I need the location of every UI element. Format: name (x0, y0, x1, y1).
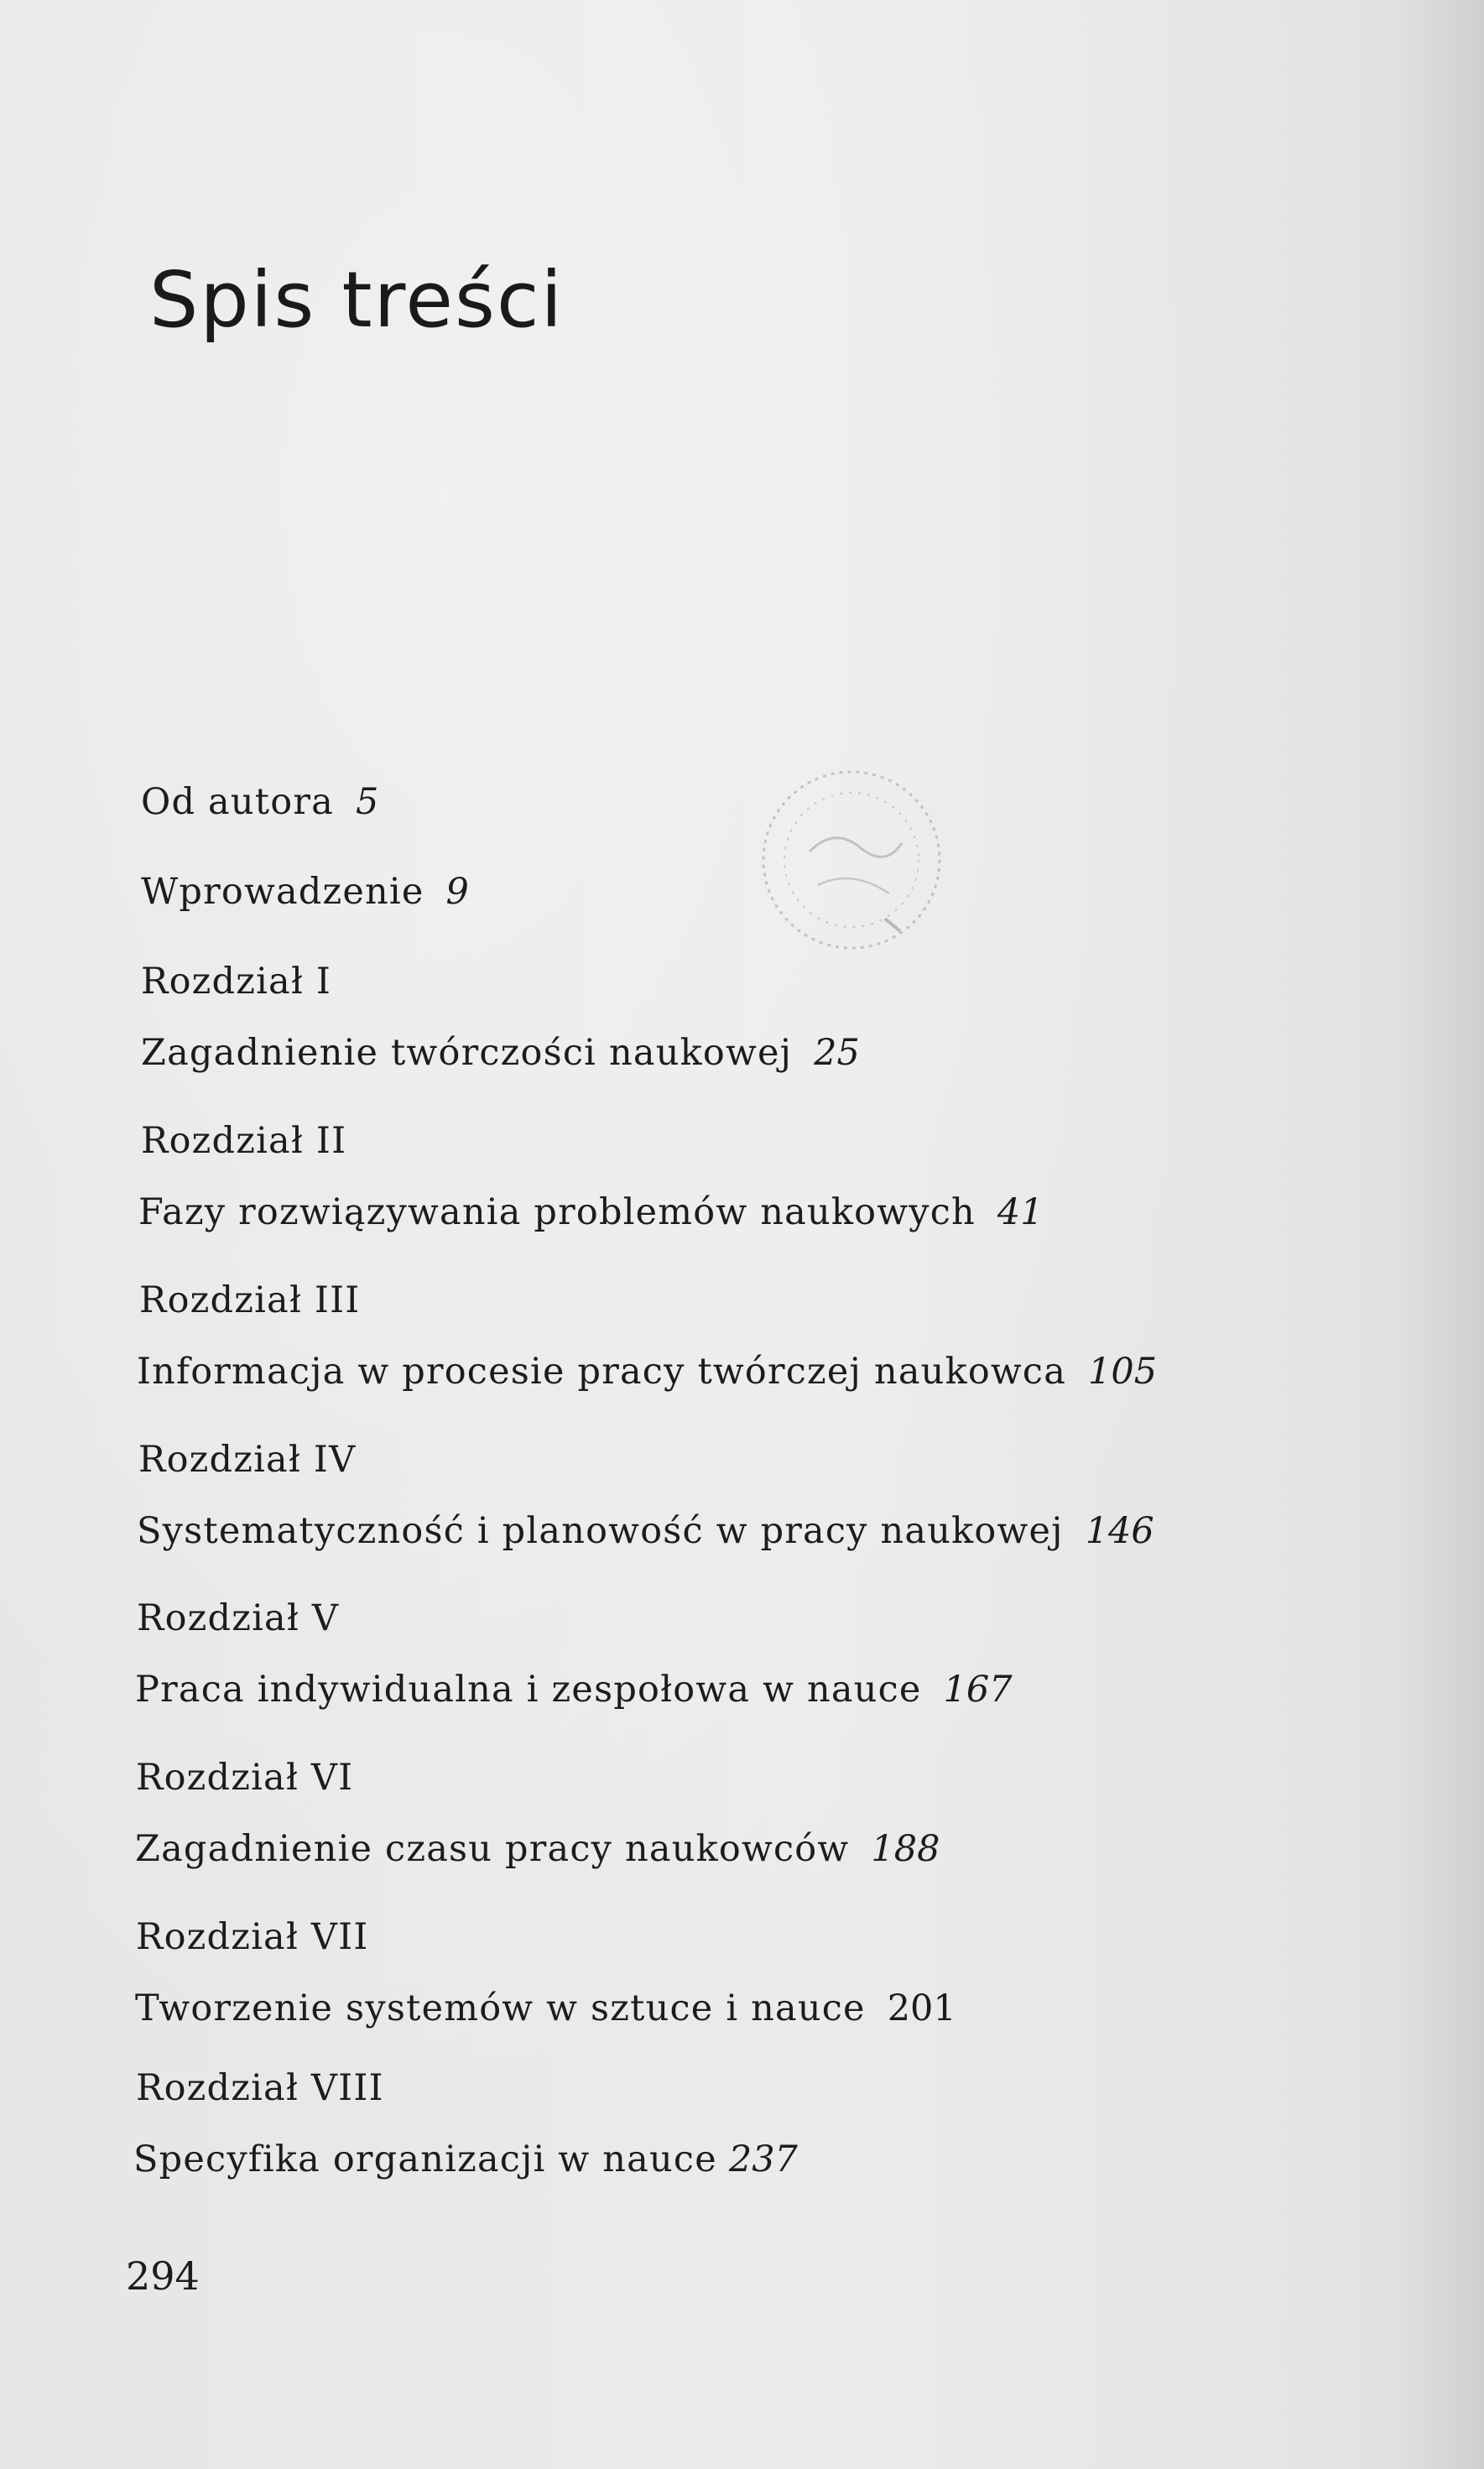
toc-entry-label: Wprowadzenie (141, 871, 424, 913)
chapter-label: Rozdział III (139, 1279, 361, 1321)
toc-entry-label: Systematyczność i planowość w pracy naukowej (137, 1510, 1064, 1552)
toc-chapter-heading (141, 961, 332, 1003)
toc-entry-chapter-2 (138, 1191, 1044, 1233)
toc-chapter-heading (136, 2067, 384, 2109)
toc-chapter-heading (137, 1597, 340, 1639)
toc-entry-page: 146 (1085, 1510, 1154, 1552)
toc-entry-chapter-4 (137, 1510, 1154, 1552)
toc-entry-page: 41 (997, 1191, 1044, 1233)
toc-entry-introduction (141, 871, 469, 913)
toc-entry-label: Zagadnienie czasu pracy naukowców (135, 1828, 850, 1870)
toc-entry-chapter-3 (137, 1351, 1158, 1393)
toc-entry-page: 9 (445, 871, 469, 913)
toc-entry-page: 188 (871, 1828, 940, 1870)
chapter-label: Rozdział IV (138, 1439, 357, 1481)
toc-entry-label: Od autora (141, 781, 334, 823)
toc-chapter-heading (138, 1439, 357, 1481)
toc-entry-page: 105 (1088, 1351, 1158, 1393)
toc-entry-preface (141, 781, 379, 823)
toc-entry-label: Specyfika organizacji w nauce (133, 2138, 717, 2180)
chapter-label: Rozdział VI (136, 1757, 354, 1799)
toc-entry-chapter-8 (133, 2138, 798, 2180)
toc-entry-label: Fazy rozwiązywania problemów naukowych (138, 1191, 976, 1233)
toc-entry-chapter-6 (135, 1828, 940, 1870)
chapter-label: Rozdział VII (136, 1916, 369, 1958)
chapter-label: Rozdział V (137, 1597, 340, 1639)
page-number: 294 (126, 2253, 200, 2299)
toc-chapter-heading (141, 1120, 347, 1162)
toc-entry-chapter-5 (135, 1669, 1013, 1711)
page-title: Spis treści (149, 255, 565, 345)
toc-entry-label: Praca indywidualna i zespołowa w nauce (135, 1669, 922, 1711)
toc-entry-chapter-7 (135, 1987, 956, 2029)
toc-entry-page: 167 (943, 1669, 1013, 1711)
toc-entry-page: 5 (355, 781, 379, 823)
toc-chapter-heading (139, 1279, 361, 1321)
toc-entry-label: Zagadnienie twórczości naukowej (141, 1032, 793, 1074)
toc-chapter-heading (136, 1916, 369, 1958)
toc-entry-page: 25 (814, 1032, 860, 1074)
chapter-label: Rozdział VIII (136, 2067, 384, 2109)
toc-chapter-heading (136, 1757, 354, 1799)
toc-entry-page: 201 (887, 1987, 956, 2029)
toc-entry-page: 237 (728, 2138, 798, 2180)
toc-entry-chapter-1 (141, 1032, 860, 1074)
chapter-label: Rozdział II (141, 1120, 347, 1162)
chapter-label: Rozdział I (141, 961, 332, 1003)
toc-entry-label: Informacja w procesie pracy twórczej naukowca (137, 1351, 1067, 1393)
toc-entry-label: Tworzenie systemów w sztuce i nauce (135, 1987, 866, 2029)
